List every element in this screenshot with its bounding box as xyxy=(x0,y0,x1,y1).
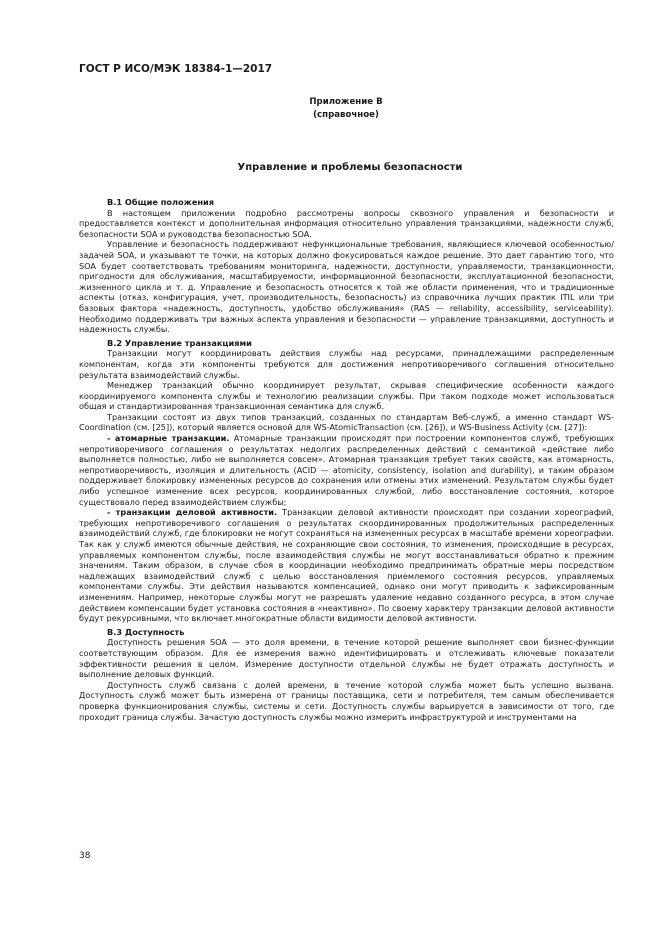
paragraph: Менеджер транзакций обычно координирует результат, скрывая специфические особенности каждого координируемого компонента службы и технологию реализации службы. При таком подходе может использоваться общая и стандартизированная транзакционная семантика для служб. xyxy=(79,380,614,412)
section-heading: В.2 Управление транзакциями xyxy=(107,337,252,348)
annex-type: (справочное) xyxy=(313,110,379,120)
list-item-text: Транзакции деловой активности происходят при создании хореографий, требующих непротиворечивого соглашения о результатах скоординированных продолжительных распределенных взаимодействий служб, где блокировки не могут сохраняться на измененных ресурсах в масштабе времени хореографии. Так как у служб имеются обычные действия, не сохраняющие свои состояния, то изменения, происходящие в ресурсах, управляемых компонентом службы, после взаимодействия службы не могут восстанавливаться обратно к прежним значениям. Таким образом, в случае сбоя в координации необходимо предпринимать обратные меры посредством надлежащих взаимодействий служб с целью восстановления приемлемого состояния ресурсов, управляемых компонентами службы. Эти действия называются компенсацией, однако они могут приводить к зафиксированным изменениям. Например, некоторые службы могут не разрешать удаление недавно созданного ресурса, в этом случае действием компенсации будет установка состояния в «неактивно». По своему характеру транзакции деловой активности будут рекурсивными, что включает многократные области видимости деловой активности. xyxy=(79,507,614,624)
list-item xyxy=(79,433,614,507)
section-heading: В.1 Общие положения xyxy=(107,197,215,207)
annex-title: Управление и проблемы безопасности xyxy=(237,162,463,173)
paragraph: Транзакции могут координировать действия службы над ресурсами, принадлежащими распределенным компонентам, когда эти компоненты требуются для достижения непротиворечивого соглашения относительно результата взаимодействий службы. xyxy=(79,348,614,380)
paragraph: Доступность служб связана с долей времени, в течение которой служба может быть успешно вызвана. Доступность служб может быть измерена от границы поставщика, сети и потребителя, тем самым обеспечивается проверка функционирования службы, системы и сети. Доступность службы варьируется в зависимости от того, где проходит граница службы. Зачастую доступность службы можно измерить инфраструктурой и инструментами на xyxy=(79,679,614,722)
annex-label: Приложение В xyxy=(309,97,383,107)
paragraph: Транзакции состоят из двух типов транзакций, созданных по стандартам Веб-служб, а именно стандарт WS-Coordination (см. [25]), который является основой для WS-AtomicTransaction (см. [26]), и WS-Business Activity (см. [27]): xyxy=(79,411,614,433)
list-item-text: Атомарные транзакции происходят при построении компонентов служб, требующих непротиворечивого соглашения о результатах недолгих распределенных действий с семантикой «действие либо выполняется полностью, либо не выполняется совсем». Атомарная транзакция требует таких свойств, как атомарность, непротиворечивость, изоляция и длительность (ACID — atomicity, consistency, isolation and durability), и таким образом поддерживает блокировку измененных ресурсов до сохранения или отмены этих изменений. Результатом службы будет либо успешное изменение всех ресурсов, координированных службой, либо восстановление состояния, которое существовало перед взаимодействием службы; xyxy=(79,433,614,507)
page-number: 38 xyxy=(79,851,91,861)
list-item-term: - атомарные транзакции. xyxy=(107,433,230,444)
section-heading: В.3 Доступность xyxy=(107,626,185,637)
list-item xyxy=(79,507,614,624)
annex-label-block xyxy=(300,96,392,122)
document-header: ГОСТ Р ИСО/МЭК 18384-1—2017 xyxy=(79,63,273,75)
document-body xyxy=(79,195,614,722)
paragraph: В настоящем приложении подробно рассмотрены вопросы сквозного управления и безопасности и предоставляется контекст и дополнительная информация относительно управления транзакциями, надежности служб, безопасности SOA и руководства безопасностью SOA. xyxy=(79,207,614,239)
list-item-term: - транзакции деловой активности. xyxy=(107,507,278,518)
paragraph: Управление и безопасность поддерживают нефункциональные требования, являющиеся ключевой особенностью/задачей SOA, и указывают те точки, на которых должно фокусироваться каждое решение. Это дает гарантию того, что SOA будет соответствовать требованиям мониторинга, надежности, доступности, управляемости, транзакционности, пригодности для обслуживания, масштабируемости, информационной безопасности, эксплуатационной безопасности, жизненного цикла и т. д. Управление и безопасность относятся к той же области применения, что и традиционные аспекты (отказ, конфигурация, учет, производительность, безопасность) из справочника лучших практик ITIL или три базовых фактора «надежность, доступность, удобство обслуживания» (RAS — reliability, accessibility, serviceability). Необходимо поддерживать три важных аспекта управления и безопасности — управление транзакциями, доступность и надежность службы. xyxy=(79,239,614,335)
paragraph: Доступность решения SOA — это доля времени, в течение которой решение выполняет свои бизнес-функции соответствующим образом. Для ее измерения важно идентифицировать и отслеживать ключевые показатели эффективности решения в целом. Измерение доступности отдельной службы не будет отражать доступность и выполнение деловых функций. xyxy=(79,637,614,680)
